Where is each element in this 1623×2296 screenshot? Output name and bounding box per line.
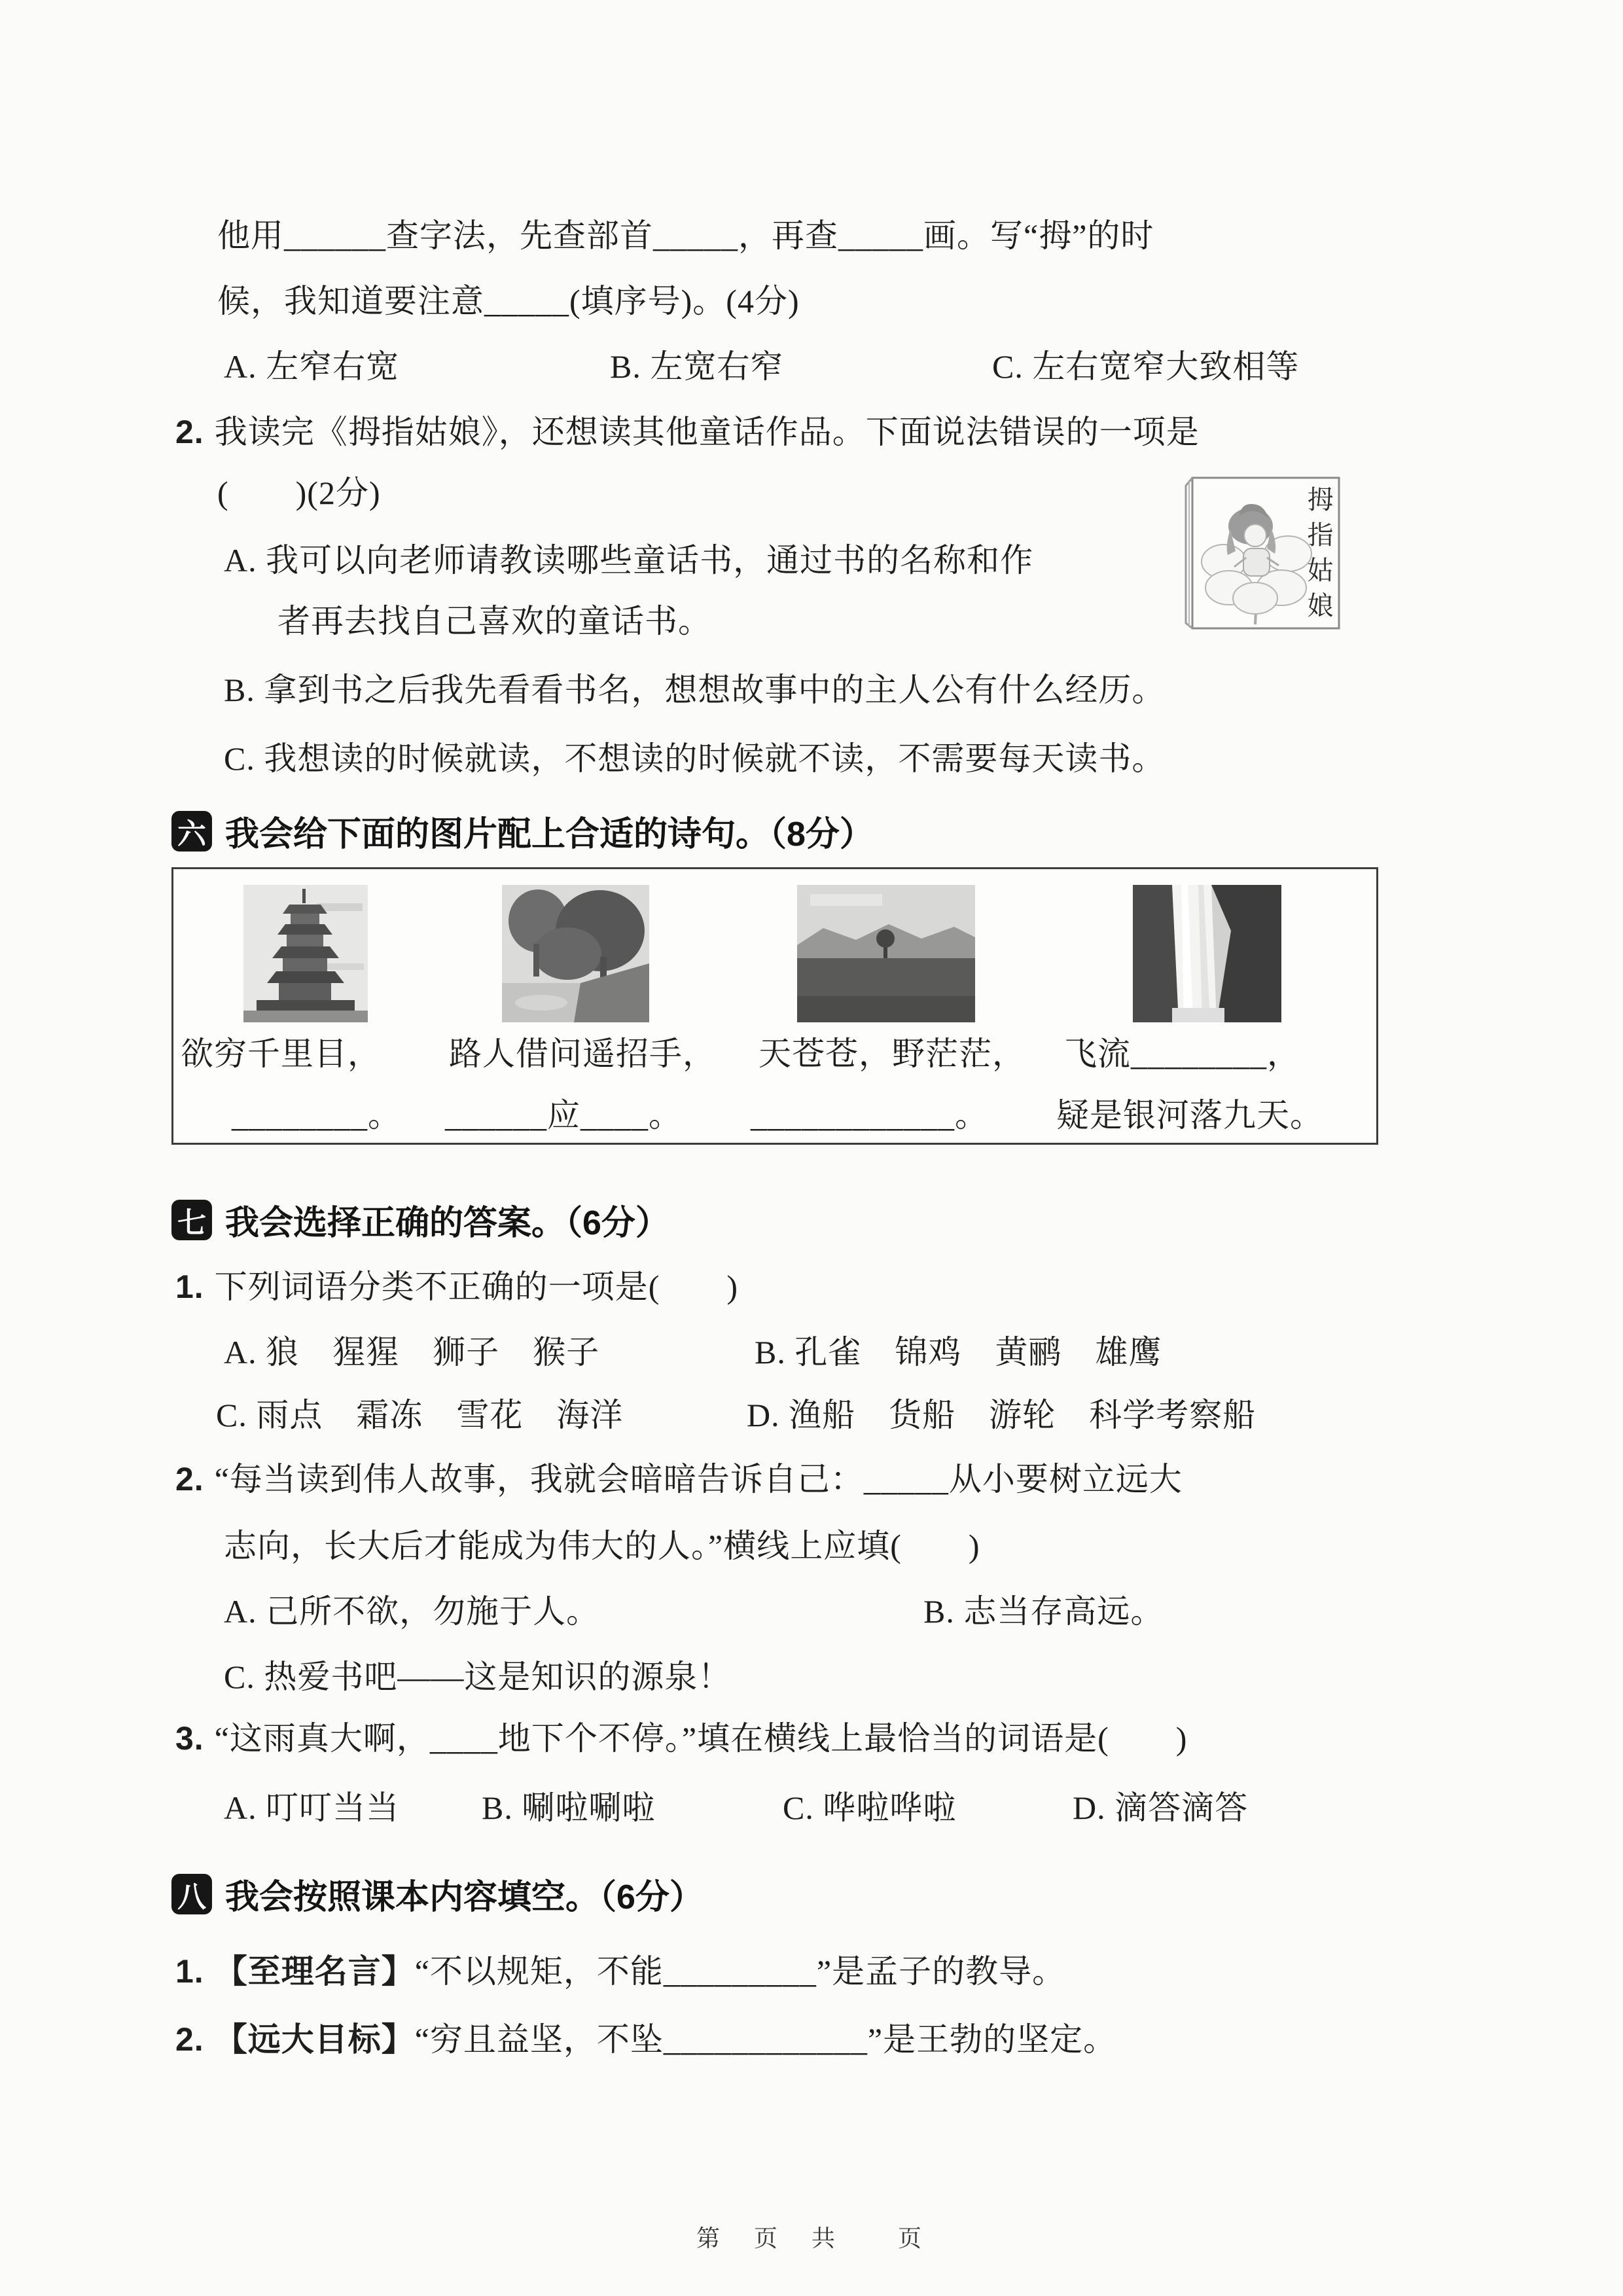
s7-q3-option-d: D. 滴答滴答 [1073, 1789, 1249, 1826]
dictionary-option-c: C. 左右宽窄大致相等 [992, 348, 1300, 385]
s7-q3-number: 3. [175, 1720, 204, 1757]
poem-line2-col1: ________。 [232, 1097, 401, 1134]
q2-answer-blank: ( )(2分) [217, 475, 381, 511]
pagoda-tower-image [243, 885, 368, 1022]
section-6-header [171, 806, 874, 855]
s7-q1-option-c: C. 雨点 霜冻 雪花 海洋 [216, 1397, 624, 1433]
poem-line1-col2: 路人借问遥招手， [449, 1035, 716, 1072]
dictionary-question-line1: 他用______查字法，先查部首_____，再查_____画。写“拇”的时 [217, 217, 1154, 254]
riverside-trees-image [502, 885, 649, 1022]
s7-q2-stem-line1 [175, 1461, 1183, 1499]
s7-q3-stem-text: “这雨真大啊，____地下个不停。”填在横线上最恰当的词语是( ) [214, 1720, 1188, 1757]
page-footer: 第 页 共 页 [696, 2225, 927, 2251]
s7-q3-option-b: B. 唰啦唰啦 [482, 1789, 656, 1826]
section-6-title: 我会给下面的图片配上合适的诗句。（8分） [225, 816, 874, 853]
s8-item2-text: “穷且益坚，不坠____________”是王勃的坚定。 [414, 2021, 1117, 2058]
poem-line2-col4: 疑是银河落九天。 [1056, 1097, 1323, 1134]
dictionary-option-b: B. 左宽右窄 [610, 348, 784, 385]
s7-q1-option-d: D. 渔船 货船 游轮 科学考察船 [747, 1397, 1257, 1433]
s7-q2-number: 2. [175, 1461, 204, 1498]
dictionary-question-line2: 候，我知道要注意_____(填序号)。(4分) [217, 283, 800, 319]
q2-option-b: B. 拿到书之后我先看看书名，想想故事中的主人公有什么经历。 [224, 672, 1166, 708]
poem-line1-col4: 飞流________， [1064, 1035, 1300, 1072]
q2-number: 2. [175, 414, 204, 450]
poem-line1-col3: 天苍苍，野茫茫， [758, 1035, 1026, 1072]
s7-q2-option-a: A. 己所不欲，勿施于人。 [224, 1593, 600, 1630]
thumbelina-book-cover [1183, 475, 1344, 634]
q2-stem [175, 414, 1200, 452]
s8-item1-tag: 【至理名言】 [214, 1953, 415, 1990]
section-8-header [171, 1869, 704, 1918]
s8-item2 [175, 2021, 1116, 2059]
section-8-badge-icon: 八 [171, 1874, 212, 1914]
s7-q3-option-c: C. 哗啦哗啦 [783, 1789, 957, 1826]
waterfall-image [1133, 885, 1281, 1022]
section-7-header [171, 1195, 669, 1244]
grassland-sky-image [797, 885, 975, 1022]
section-6-badge-icon: 六 [171, 811, 212, 852]
s8-item1-number: 1. [175, 1953, 204, 1990]
dictionary-option-a: A. 左窄右宽 [224, 348, 400, 385]
s8-item2-tag: 【远大目标】 [214, 2021, 415, 2058]
s7-q2-option-b: B. 志当存高远。 [923, 1593, 1164, 1630]
s7-q1-option-a: A. 狼 猩猩 狮子 猴子 [224, 1334, 600, 1371]
q2-option-c: C. 我想读的时候就读，不想读的时候就不读，不需要每天读书。 [224, 740, 1166, 777]
s7-q2-stem-line2: 志向，长大后才能成为伟大的人。”横线上应填( ) [224, 1528, 980, 1564]
s7-q1-stem [175, 1268, 738, 1306]
s7-q1-number: 1. [175, 1268, 204, 1305]
s7-q2-option-c: C. 热爱书吧——这是知识的源泉！ [224, 1659, 732, 1695]
q2-stem-text: 我读完《拇指姑娘》，还想读其他童话作品。下面说法错误的一项是 [214, 414, 1200, 450]
s8-item1 [175, 1953, 1065, 1991]
section-7-title: 我会选择正确的答案。（6分） [225, 1204, 669, 1242]
s8-item2-number: 2. [175, 2021, 204, 2058]
q2-option-a-line1: A. 我可以向老师请教读哪些童话书，通过书的名称和作 [224, 542, 1034, 579]
q2-option-a-line2: 者再去找自己喜欢的童话书。 [277, 603, 711, 639]
s7-q2-stem-text1: “每当读到伟人故事，我就会暗暗告诉自己：_____从小要树立远大 [214, 1461, 1183, 1498]
s7-q1-option-b: B. 孔雀 锦鸡 黄鹂 雄鹰 [755, 1334, 1162, 1371]
book-title-vertical: 拇指姑娘 [1304, 486, 1333, 627]
section-8-title: 我会按照课本内容填空。（6分） [225, 1878, 704, 1916]
s7-q1-stem-text: 下列词语分类不正确的一项是( ) [214, 1268, 739, 1305]
section-7-badge-icon: 七 [171, 1200, 212, 1240]
poem-line2-col2: ______应____。 [445, 1097, 682, 1134]
s7-q3-stem [175, 1720, 1187, 1758]
poem-line1-col1: 欲穷千里目， [181, 1035, 381, 1072]
poem-line2-col3: ____________。 [751, 1097, 988, 1134]
s8-item1-text: “不以规矩，不能_________”是孟子的教导。 [414, 1953, 1066, 1990]
s7-q3-option-a: A. 叮叮当当 [224, 1789, 400, 1826]
